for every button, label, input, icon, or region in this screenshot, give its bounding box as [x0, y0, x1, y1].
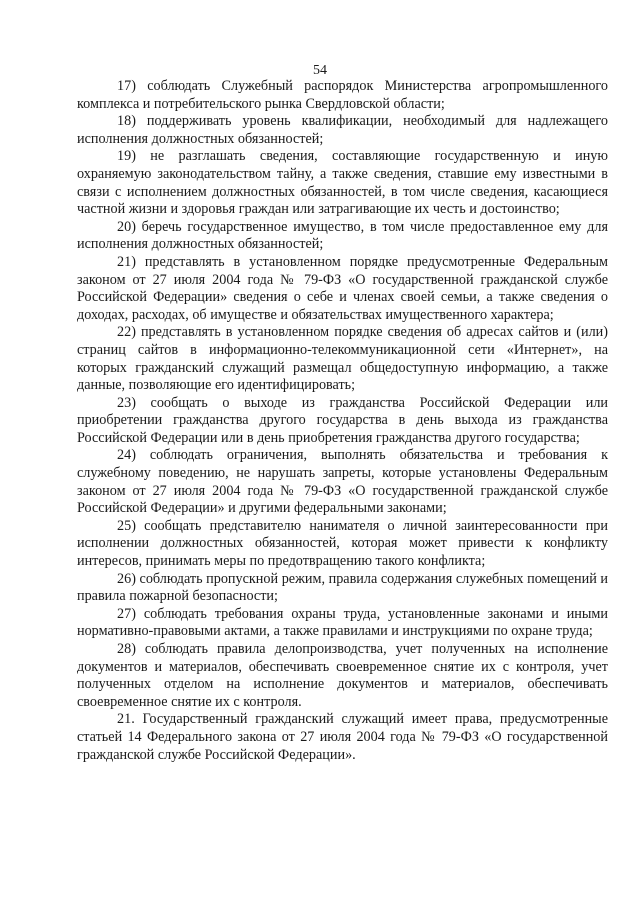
- section-21-paragraph: 21. Государственный гражданский служащий имеет права, предусмотренные статьей 14 Федерального закона от 27 июля 2004 года № 79-ФЗ «О государственной гражданской службе Российской Федерации».: [77, 711, 608, 763]
- paragraph-item-20: 20) беречь государственное имущество, в том числе предоставленное ему для исполнения должностных обязанностей;: [77, 218, 608, 253]
- paragraph-item-19: 19) не разглашать сведения, составляющие государственную и иную охраняемую законодательством тайну, а также сведения, ставшие ему известными в связи с исполнением должностных обязанностей, в том числе сведения, касающиеся частной жизни и здоровья граждан или затрагивающие их честь и достоинство;: [77, 148, 608, 218]
- paragraph-item-28: 28) соблюдать правила делопроизводства, учет полученных на исполнение документов и материалов, обеспечивать своевременное снятие их с контроля, учет полученных отделом на исполнение документов и материалов, обеспечивать своевременное снятие их с контроля.: [77, 641, 608, 710]
- paragraph-item-22: 22) представлять в установленном порядке сведения об адресах сайтов и (или) страниц сайтов в информационно-телекоммуникационной сети «Интернет», на которых гражданский служащий размещал общедоступную информацию, а также данные, позволяющие его идентифицировать;: [77, 324, 608, 394]
- paragraph-item-23: 23) сообщать о выходе из гражданства Российской Федерации или приобретении гражданства другого государства в день выхода из гражданства Российской Федерации или в день приобретения гражданства другого государства;: [77, 394, 608, 446]
- paragraph-item-25: 25) сообщать представителю нанимателя о личной заинтересованности при исполнении должностных обязанностей, которая может привести к конфликту интересов, принимать меры по предотвращению такого конфликта;: [77, 517, 608, 570]
- paragraph-item-17: 17) соблюдать Служебный распорядок Министерства агропромышленного комплекса и потребительского рынка Свердловской области;: [77, 78, 608, 112]
- paragraph-item-21: 21) представлять в установленном порядке предусмотренные Федеральным законом от 27 июля 2004 года № 79-ФЗ «О государственной гражданской службе Российской Федерации» сведения о себе и членах своей семьи, а также сведения о доходах, расходах, об имуществе и обязательствах имущественного характера;: [77, 253, 608, 323]
- page-number: 54: [313, 63, 327, 78]
- paragraph-item-27: 27) соблюдать требования охраны труда, установленные законами и иными нормативно-правовыми актами, а также правилами и инструкциями по охране труда;: [77, 605, 608, 640]
- paragraph-item-26: 26) соблюдать пропускной режим, правила содержания служебных помещений и правила пожарной безопасности;: [77, 570, 608, 605]
- document-body: [77, 78, 608, 764]
- paragraph-item-18: 18) поддерживать уровень квалификации, необходимый для надлежащего исполнения должностных обязанностей;: [77, 113, 608, 147]
- paragraph-item-24: 24) соблюдать ограничения, выполнять обязательства и требования к служебному поведению, не нарушать запреты, которые установлены Федеральным законом от 27 июля 2004 года № 79-ФЗ «О государственной гражданской службе Российской Федерации» и другими федеральными законами;: [77, 447, 608, 517]
